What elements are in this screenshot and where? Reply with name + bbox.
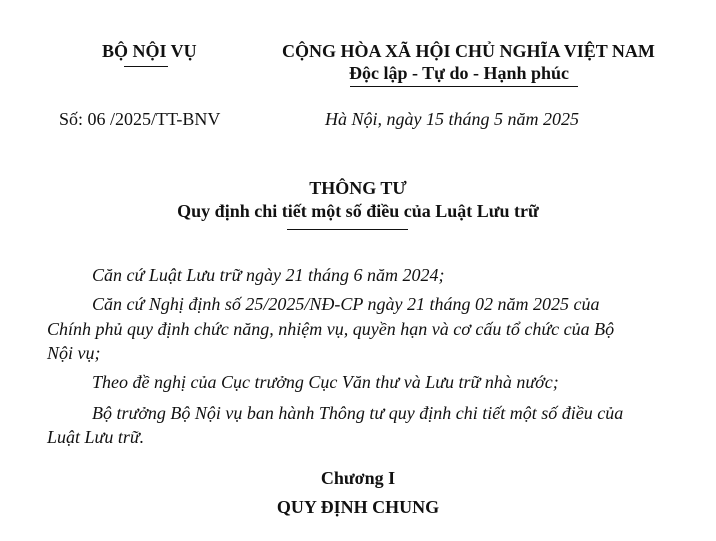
chapter-number: Chương I [320, 468, 396, 488]
preamble-paragraph-2-line-2: Chính phủ quy định chức năng, nhiệm vụ, quyền hạn và cơ cấu tổ chức của Bộ [47, 319, 615, 339]
document-number: Số: 06 /2025/TT-BNV [59, 109, 221, 129]
document-type: THÔNG TƯ [309, 178, 407, 198]
document-subject: Quy định chi tiết một số điều của Luật Lưu trữ [177, 201, 539, 221]
preamble-paragraph-1: Căn cứ Luật Lưu trữ ngày 21 tháng 6 năm 2024; [92, 265, 445, 285]
preamble-paragraph-3: Theo đề nghị của Cục trưởng Cục Văn thư và Lưu trữ nhà nước; [92, 372, 559, 392]
subject-underline [287, 229, 408, 230]
agency-name: BỘ NỘI VỤ [102, 41, 197, 61]
nation-title: CỘNG HÒA XÃ HỘI CHỦ NGHĨA VIỆT NAM [282, 41, 655, 61]
motto-underline [350, 86, 578, 87]
preamble-paragraph-2-line-1: Căn cứ Nghị định số 25/2025/NĐ-CP ngày 21 tháng 02 năm 2025 của [92, 294, 600, 314]
place-date: Hà Nội, ngày 15 tháng 5 năm 2025 [325, 109, 579, 129]
preamble-paragraph-4-line-1: Bộ trưởng Bộ Nội vụ ban hành Thông tư quy định chi tiết một số điều của [92, 403, 624, 423]
preamble-paragraph-4-line-2: Luật Lưu trữ. [47, 427, 145, 447]
chapter-title: QUY ĐỊNH CHUNG [276, 497, 440, 517]
motto: Độc lập - Tự do - Hạnh phúc [349, 63, 570, 83]
agency-underline [124, 66, 168, 67]
preamble-paragraph-2-line-3: Nội vụ; [47, 343, 101, 363]
